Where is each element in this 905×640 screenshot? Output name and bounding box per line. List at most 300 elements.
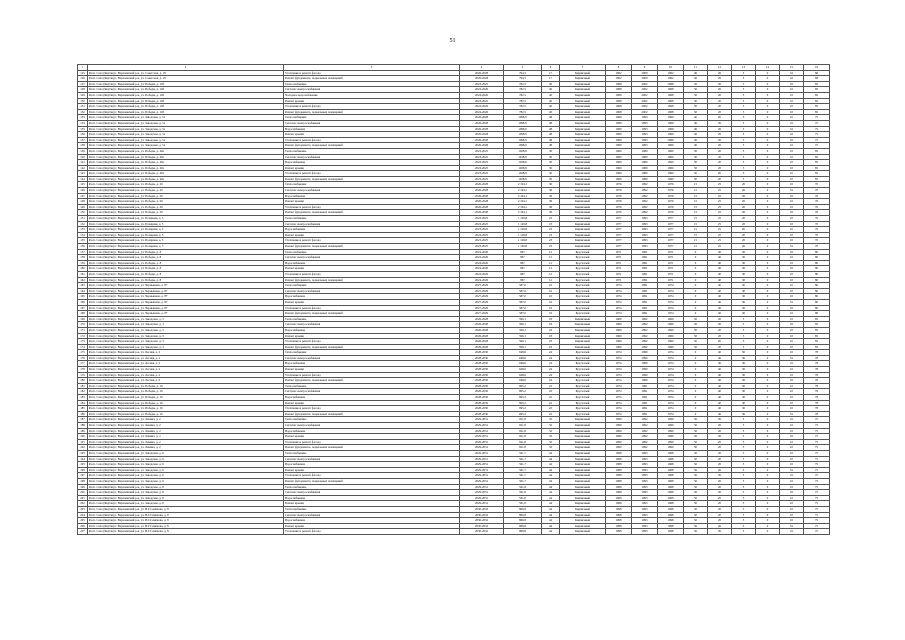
table-cell: 5 — [732, 417, 756, 423]
table-cell: 20 — [708, 523, 732, 529]
table-cell: 40 — [708, 355, 732, 361]
table-cell: 2023-2025 — [460, 154, 504, 160]
table-cell: Брусчатый — [560, 294, 606, 300]
table-cell: 0 — [756, 255, 780, 261]
table-cell: 1998 — [658, 506, 684, 512]
table-cell: Респ. Саха (Якутия) г. Верхоянский р-н, ул. Победы, д. 40а — [88, 171, 284, 177]
table-cell: 80 — [804, 266, 830, 272]
table-cell: Система электроснабжения — [284, 255, 460, 261]
table-cell: 2027-2029 — [460, 294, 504, 300]
table-cell: 1971 — [658, 266, 684, 272]
table-cell: 75 — [804, 132, 830, 138]
table-cell: Кирпичный — [560, 462, 606, 468]
table-cell: 44 — [542, 506, 560, 512]
table-cell: 648,6 — [504, 372, 542, 378]
table-cell: Система электроснабжения — [284, 87, 460, 93]
table-cell: 1992 — [632, 188, 658, 194]
table-cell: Ремонт крыши — [284, 199, 460, 205]
table-cell: 207 — [78, 529, 88, 535]
table-cell: 78 — [804, 383, 830, 389]
table-cell: 75 — [804, 428, 830, 434]
table-cell: 40 — [542, 98, 560, 104]
table-cell: 1976 — [658, 182, 684, 188]
table-cell: Теплоснабжение — [284, 249, 460, 255]
table-cell: 1991 — [632, 277, 658, 283]
table-cell: Респ. Саха (Якутия) г. Верхоянский р-н, ул. Заводская, д. 5а — [88, 126, 284, 132]
table-cell: 20 — [708, 501, 732, 507]
table-cell: 199 — [78, 484, 88, 490]
table-cell: 10 — [780, 160, 804, 166]
register-table — [77, 64, 830, 535]
table-cell: 921,8 — [504, 428, 542, 434]
table-cell: 794,3 — [504, 70, 542, 76]
table-cell: 1993 — [632, 216, 658, 222]
table-cell: 25 — [708, 232, 732, 238]
table-cell: 794,3 — [504, 76, 542, 82]
table-cell: 1962 — [606, 76, 632, 82]
table-cell: 68 — [804, 70, 830, 76]
table-cell: 2026-2028 — [460, 199, 504, 205]
table-cell: 2029-2031 — [460, 473, 504, 479]
column-header: 1 — [78, 65, 88, 71]
table-cell: 1991 — [632, 406, 658, 412]
table-cell: Кирпичный — [560, 518, 606, 524]
table-cell: Брусчатый — [560, 350, 606, 356]
table-cell: 2029-2031 — [460, 450, 504, 456]
table-cell: Кирпичный — [560, 478, 606, 484]
table-cell: 12 — [542, 266, 560, 272]
table-cell: 16 — [542, 288, 560, 294]
table-cell: 1028,8 — [504, 176, 542, 182]
table-cell: 1991 — [632, 288, 658, 294]
table-cell: 1974 — [658, 378, 684, 384]
table-cell: Кирпичный — [560, 344, 606, 350]
table-cell: 85 — [804, 104, 830, 110]
table-cell: 1974 — [606, 361, 632, 367]
table-cell: 2024-2026 — [460, 249, 504, 255]
table-cell: 1990 — [632, 372, 658, 378]
table-cell: 1974 — [658, 288, 684, 294]
table-cell: 10 — [780, 445, 804, 451]
table-cell: 0 — [756, 450, 780, 456]
table-cell: 80 — [804, 305, 830, 311]
table-cell: Кирпичный — [560, 126, 606, 132]
table-cell: Кирпичный — [560, 244, 606, 250]
table-cell: 5 — [732, 120, 756, 126]
table-cell: 20 — [708, 333, 732, 339]
table-cell: 40 — [708, 255, 732, 261]
table-cell: 599,1 — [504, 327, 542, 333]
table-cell: Кирпичный — [560, 182, 606, 188]
table-cell: Респ. Саха (Якутия) г. Верхоянский р-н, ул. Полярная, д. 5 — [88, 216, 284, 222]
table-cell: 1992 — [632, 204, 658, 210]
column-header: 4 — [460, 65, 504, 71]
table-cell: 1969 — [606, 126, 632, 132]
table-cell: 1991 — [632, 400, 658, 406]
table-cell: 17 — [542, 76, 560, 82]
table-cell: 0 — [756, 120, 780, 126]
table-cell: 20 — [708, 344, 732, 350]
table-cell: 5 — [732, 333, 756, 339]
table-cell: 1028,8 — [504, 148, 542, 154]
table-cell: 2030-2032 — [460, 506, 504, 512]
table-cell: 0 — [756, 311, 780, 317]
table-cell: 1992 — [632, 182, 658, 188]
table-cell: Респ. Саха (Якутия) г. Верхоянский р-н, ул. Заводская, д. 8 — [88, 495, 284, 501]
table-cell: 1968 — [658, 104, 684, 110]
table-cell: Ремонт крыши — [284, 523, 460, 529]
table-cell: 2028-2030 — [460, 411, 504, 417]
table-cell: Респ. Саха (Якутия) г. Верхоянский р-н, ул. Победы, д. 20 — [88, 204, 284, 210]
table-cell: 1968 — [658, 109, 684, 115]
table-cell: 50 — [684, 154, 708, 160]
table-cell: 2030-2032 — [460, 512, 504, 518]
table-cell: 5 — [732, 87, 756, 93]
table-cell: 30 — [732, 372, 756, 378]
table-cell: 10 — [780, 400, 804, 406]
table-cell: Холодное водоснабжение — [284, 92, 460, 98]
table-cell: 1960 — [658, 333, 684, 339]
table-cell: Респ. Саха (Якутия) г. Верхоянский р-н, ул. Н.Г.Семёнова, д. 8 — [88, 506, 284, 512]
table-cell: 50 — [684, 467, 708, 473]
table-cell: 191 — [78, 439, 88, 445]
table-cell: 1993 — [632, 227, 658, 233]
table-cell: 177 — [78, 361, 88, 367]
table-cell: 20 — [708, 160, 732, 166]
table-cell: 30 — [732, 288, 756, 294]
table-cell: 1971 — [658, 249, 684, 255]
table-cell: Респ. Саха (Якутия) г. Верхоянский р-н, ул. Победы, д. 10б — [88, 92, 284, 98]
table-cell: 20 — [732, 182, 756, 188]
table-cell: 40 — [542, 104, 560, 110]
table-cell: 1993 — [632, 462, 658, 468]
table-cell: 561,8 — [504, 484, 542, 490]
table-cell: 2023-2025 — [460, 171, 504, 177]
table-cell: 1969 — [658, 132, 684, 138]
table-cell: Водоснабжение — [284, 518, 460, 524]
table-cell: Респ. Саха (Якутия) г. Верхоянский р-н, ул. Ленина, д. 2 — [88, 428, 284, 434]
table-cell: 10 — [780, 232, 804, 238]
table-cell: 2028-2030 — [460, 406, 504, 412]
table-cell: 1960 — [658, 171, 684, 177]
table-cell: 85 — [804, 176, 830, 182]
table-cell: 2023-2025 — [460, 98, 504, 104]
table-cell: 5 — [732, 423, 756, 429]
table-cell: 5 — [732, 104, 756, 110]
table-cell: 1991 — [632, 389, 658, 395]
table-cell: 30 — [732, 367, 756, 373]
table-cell: 1962 — [658, 70, 684, 76]
table-cell: 1968 — [606, 104, 632, 110]
table-cell: 2026-2028 — [460, 120, 504, 126]
table-cell: 157 — [78, 249, 88, 255]
table-cell: Брусчатый — [560, 383, 606, 389]
table-cell: 0 — [756, 344, 780, 350]
table-cell: 185 — [78, 406, 88, 412]
table-cell: 1968 — [606, 495, 632, 501]
table-cell: 10 — [780, 350, 804, 356]
table-cell: Кирпичный — [560, 506, 606, 512]
table-cell: 1971 — [606, 249, 632, 255]
table-cell: 1990 — [632, 355, 658, 361]
table-cell: Кирпичный — [560, 501, 606, 507]
table-cell: 50 — [684, 445, 708, 451]
table-cell: 1974 — [606, 395, 632, 401]
table-cell: Респ. Саха (Якутия) г. Верхоянский р-н, ул. Победы, д. 10б — [88, 81, 284, 87]
table-cell: 30 — [732, 271, 756, 277]
table-cell: 0 — [756, 478, 780, 484]
table-cell: Система электроснабжения — [284, 512, 460, 518]
table-cell: 1968 — [658, 473, 684, 479]
table-cell: 587,0 — [504, 299, 542, 305]
table-cell: 0 — [756, 406, 780, 412]
table-cell: 50 — [684, 81, 708, 87]
table-cell: Ремонт фундамента, подвальных помещений — [284, 176, 460, 182]
table-cell: 1974 — [606, 311, 632, 317]
table-cell: 189 — [78, 428, 88, 434]
table-cell: 20 — [708, 154, 732, 160]
table-cell: 1990 — [658, 434, 684, 440]
table-cell: 1992 — [632, 333, 658, 339]
table-cell: Ремонт фундамента, подвальных помещений — [284, 411, 460, 417]
table-cell: 0 — [756, 495, 780, 501]
table-cell: Респ. Саха (Якутия) г. Верхоянский р-н, ул. Победы, д. 16 — [88, 383, 284, 389]
table-cell: 1968 — [606, 450, 632, 456]
table-cell: 1993 — [632, 450, 658, 456]
table-cell: 1969 — [658, 120, 684, 126]
table-cell: 164 — [78, 288, 88, 294]
table-cell: 50 — [684, 87, 708, 93]
table-cell: 30 — [732, 350, 756, 356]
table-cell: 2026-2028 — [460, 193, 504, 199]
table-cell: 1998 — [606, 512, 632, 518]
table-cell: 1974 — [658, 283, 684, 289]
table-cell: 1960 — [606, 333, 632, 339]
table-cell: 0 — [756, 132, 780, 138]
table-cell: Ремонт фундамента, подвальных помещений — [284, 76, 460, 82]
table-cell: 1960 — [658, 154, 684, 160]
table-cell: 695,2 — [504, 400, 542, 406]
table-cell: 5 — [732, 126, 756, 132]
table-cell: 18 — [542, 316, 560, 322]
table-cell: 134 — [78, 120, 88, 126]
table-cell: 78 — [804, 389, 830, 395]
table-cell: 22 — [542, 395, 560, 401]
column-header: 12 — [708, 65, 732, 71]
table-cell: 75 — [804, 417, 830, 423]
table-cell: 25 — [708, 188, 732, 194]
table-cell: 16 — [542, 299, 560, 305]
table-cell: 1960 — [606, 171, 632, 177]
table-cell: Система электроснабжения — [284, 221, 460, 227]
table-cell: 180 — [78, 378, 88, 384]
table-cell: 75 — [804, 126, 830, 132]
table-cell: 40 — [708, 406, 732, 412]
table-cell: 1993 — [632, 137, 658, 143]
table-cell: 0 — [756, 227, 780, 233]
table-cell: 16 — [542, 311, 560, 317]
table-cell: 25 — [708, 238, 732, 244]
table-cell: 1992 — [632, 439, 658, 445]
table-cell: 5 — [732, 434, 756, 440]
table-cell: 70 — [804, 199, 830, 205]
table-cell: 1976 — [606, 204, 632, 210]
table-cell: 0 — [756, 322, 780, 328]
table-cell: 1977 — [606, 227, 632, 233]
table-cell: 0 — [756, 350, 780, 356]
table-cell: Респ. Саха (Якутия) г. Верхоянский р-н, ул. Победы, д. 16 — [88, 406, 284, 412]
table-cell: 78 — [804, 367, 830, 373]
table-cell: 2024-2026 — [460, 271, 504, 277]
table-cell: 10 — [780, 462, 804, 468]
table-cell: 2023-2025 — [460, 176, 504, 182]
table-cell: Ремонт крыши — [284, 132, 460, 138]
table-cell: 30 — [732, 249, 756, 255]
table-cell: 0 — [684, 288, 708, 294]
table-cell: 169 — [78, 316, 88, 322]
table-cell: 10 — [780, 434, 804, 440]
table-cell: 20 — [708, 171, 732, 177]
table-cell: 15 — [684, 204, 708, 210]
table-cell: 782,5 — [504, 87, 542, 93]
table-cell: 561,8 — [504, 490, 542, 496]
table-cell: 2024-2026 — [460, 277, 504, 283]
table-cell: Респ. Саха (Якутия) г. Верхоянский р-н, ул. Заводская, д. 3 — [88, 322, 284, 328]
table-cell: 36 — [542, 199, 560, 205]
table-cell: 648,6 — [504, 350, 542, 356]
table-cell: Водоснабжение — [284, 294, 460, 300]
table-cell: 1968 — [658, 81, 684, 87]
table-cell: 22 — [542, 389, 560, 395]
table-cell: Респ. Саха (Якутия) г. Верхоянский р-н, ул. Лесная, д. 2 — [88, 350, 284, 356]
table-cell: 1098,9 — [504, 132, 542, 138]
table-cell: Водоснабжение — [284, 193, 460, 199]
table-cell: Утепление и ремонт фасада — [284, 529, 460, 535]
table-cell: 146 — [78, 188, 88, 194]
table-cell: Ремонт фундамента, подвальных помещений — [284, 277, 460, 283]
table-cell: 10 — [780, 529, 804, 535]
table-cell: Теплоснабжение — [284, 216, 460, 222]
table-cell: 20 — [708, 165, 732, 171]
table-cell: 5 — [732, 339, 756, 345]
table-cell: Ремонт крыши — [284, 333, 460, 339]
table-cell: 1977 — [658, 221, 684, 227]
table-cell: Утепление и ремонт фасада — [284, 372, 460, 378]
table-cell: 20 — [708, 76, 732, 82]
table-cell: Утепление и ремонт фасада — [284, 439, 460, 445]
table-cell: 5 — [732, 462, 756, 468]
table-cell: Кирпичный — [560, 495, 606, 501]
table-cell: 20 — [708, 529, 732, 535]
table-cell: 18 — [542, 344, 560, 350]
table-cell: 80 — [804, 260, 830, 266]
table-cell: Ремонт крыши — [284, 434, 460, 440]
table-cell: 1976 — [658, 204, 684, 210]
table-cell: 1974 — [606, 406, 632, 412]
table-cell: 0 — [756, 249, 780, 255]
table-cell: 40 — [542, 109, 560, 115]
table-cell: 85 — [804, 322, 830, 328]
table-cell: Кирпичный — [560, 417, 606, 423]
table-cell: 1969 — [658, 126, 684, 132]
table-cell: Брусчатый — [560, 283, 606, 289]
table-cell: 75 — [804, 529, 830, 535]
table-cell: 1993 — [632, 501, 658, 507]
table-cell: 80 — [804, 277, 830, 283]
table-cell: Респ. Саха (Якутия) г. Верхоянский р-н, ул. Заводская, д. 3 — [88, 316, 284, 322]
table-cell: 1098,9 — [504, 126, 542, 132]
table-cell: 0 — [684, 249, 708, 255]
table-cell: 0 — [756, 339, 780, 345]
table-cell: 695,2 — [504, 406, 542, 412]
table-cell: 153 — [78, 227, 88, 233]
table-cell: 85 — [804, 160, 830, 166]
table-cell: 0 — [756, 367, 780, 373]
table-cell: Утепление и ремонт фасада — [284, 104, 460, 110]
table-cell: 0 — [756, 428, 780, 434]
table-cell: 1968 — [606, 478, 632, 484]
table-cell: Теплоснабжение — [284, 506, 460, 512]
table-cell: 5 — [732, 506, 756, 512]
table-cell: 2029-2031 — [460, 501, 504, 507]
table-cell: 85 — [804, 327, 830, 333]
table-cell: 2024-2026 — [460, 255, 504, 261]
table-cell: 1960 — [658, 148, 684, 154]
table-cell: 5 — [732, 92, 756, 98]
table-cell: 2026-2028 — [460, 143, 504, 149]
table-cell: 78 — [804, 355, 830, 361]
table-cell: 23 — [542, 216, 560, 222]
table-cell: 0 — [756, 506, 780, 512]
table-cell: 10 — [780, 473, 804, 479]
column-header: 2 — [88, 65, 284, 71]
table-cell: 1991 — [632, 311, 658, 317]
table-cell: 50 — [684, 484, 708, 490]
table-cell: Система электроснабжения — [284, 120, 460, 126]
table-cell: 0 — [756, 456, 780, 462]
table-cell: 50 — [684, 473, 708, 479]
table-cell: 1960 — [606, 322, 632, 328]
table-cell: Брусчатый — [560, 288, 606, 294]
table-cell: Утепление и ремонт фасада — [284, 137, 460, 143]
table-cell: 2030-2032 — [460, 529, 504, 535]
table-cell: 30 — [732, 305, 756, 311]
table-cell: 30 — [732, 411, 756, 417]
table-cell: 867 — [504, 266, 542, 272]
table-cell: Ремонт фундамента, подвальных помещений — [284, 478, 460, 484]
table-cell: 12 — [542, 271, 560, 277]
table-cell: 44 — [542, 484, 560, 490]
table-cell: 1990 — [632, 361, 658, 367]
table-cell: 1990 — [658, 417, 684, 423]
table-cell: Кирпичный — [560, 70, 606, 76]
table-cell: 40 — [708, 260, 732, 266]
table-cell: 1968 — [658, 462, 684, 468]
table-cell: Кирпичный — [560, 322, 606, 328]
table-cell: 2 194,1 — [504, 199, 542, 205]
table-cell: 0 — [756, 154, 780, 160]
table-cell: 1968 — [606, 467, 632, 473]
table-cell: Ремонт фундамента, подвальных помещений — [284, 378, 460, 384]
table-cell: 1990 — [658, 428, 684, 434]
table-cell: 155 — [78, 238, 88, 244]
table-cell: 5 — [732, 148, 756, 154]
table-cell: 32 — [542, 428, 560, 434]
table-cell: 2026-2028 — [460, 70, 504, 76]
table-cell: 1992 — [632, 327, 658, 333]
table-cell: 36 — [542, 210, 560, 216]
table-cell: 0 — [756, 299, 780, 305]
